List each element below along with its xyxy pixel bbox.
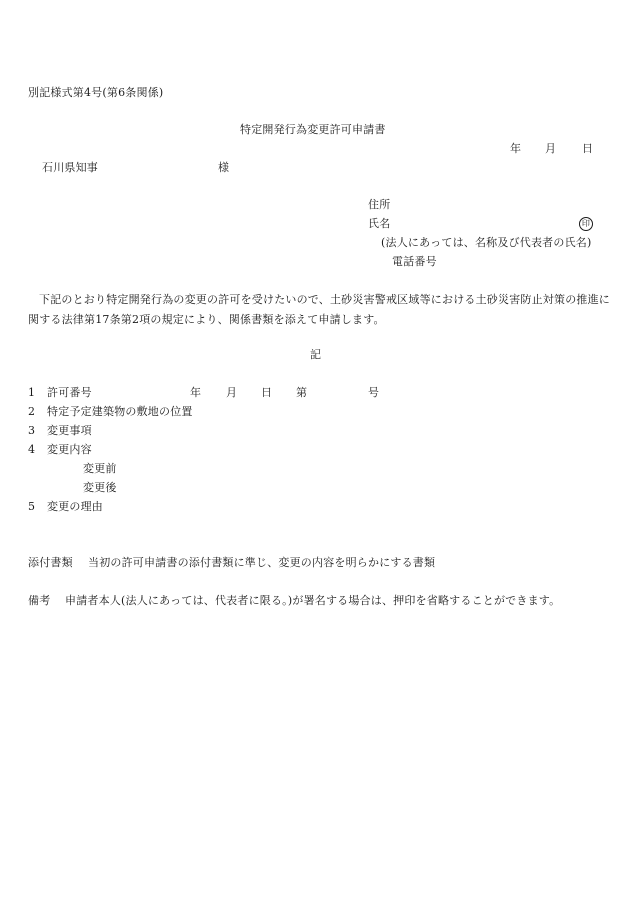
application-statement: 下記のとおり特定開発行為の変更の許可を受けたいので、土砂災害警戒区域等における土砂災害防止対策の推進に関する法律第17条第2項の規定により、関係書類を添えて申請します。: [28, 293, 610, 326]
item-1-label: 許可番号: [47, 386, 92, 399]
phone-label: 電話番号: [392, 255, 437, 268]
item-1-number: 1: [28, 386, 36, 399]
date-day-label: 日: [582, 142, 594, 155]
item-1-dai: 第: [296, 386, 308, 399]
remarks-label: 備考: [28, 594, 51, 607]
corporate-note: (法人にあっては、名称及び代表者の氏名): [381, 236, 592, 249]
name-label: 氏名: [368, 217, 391, 230]
document-title: 特定開発行為変更許可申請書: [240, 123, 386, 136]
address-label: 住所: [368, 198, 391, 211]
remarks-text: 申請者本人(法人にあっては、代表者に限る。)が署名する場合は、押印を省略することができます。: [65, 594, 561, 607]
addressee-name: 石川県知事: [42, 161, 98, 174]
item-3-number: 3: [28, 424, 36, 437]
item-5-label: 変更の理由: [47, 500, 103, 513]
seal-mark: 印: [579, 217, 593, 231]
attachments-label: 添付書類: [28, 556, 73, 569]
ki-heading: 記: [310, 348, 322, 361]
attachments-text: 当初の許可申請書の添付書類に準じ、変更の内容を明らかにする書類: [88, 556, 436, 569]
item-1-day: 日: [261, 386, 273, 399]
item-3-label: 変更事項: [47, 424, 92, 437]
item-1-year: 年: [190, 386, 202, 399]
item-4-after: 変更後: [83, 481, 117, 494]
item-1-go: 号: [368, 386, 380, 399]
form-number: 別記様式第4号(第6条関係): [28, 86, 164, 99]
item-4-before: 変更前: [83, 462, 117, 475]
item-2-number: 2: [28, 405, 36, 418]
item-4-label: 変更内容: [47, 443, 92, 456]
date-year-label: 年: [510, 142, 522, 155]
item-4-number: 4: [28, 443, 36, 456]
item-5-number: 5: [28, 500, 36, 513]
item-1-month: 月: [226, 386, 238, 399]
addressee-honorific: 様: [218, 161, 230, 174]
item-2-label: 特定予定建築物の敷地の位置: [47, 405, 193, 418]
date-month-label: 月: [545, 142, 557, 155]
